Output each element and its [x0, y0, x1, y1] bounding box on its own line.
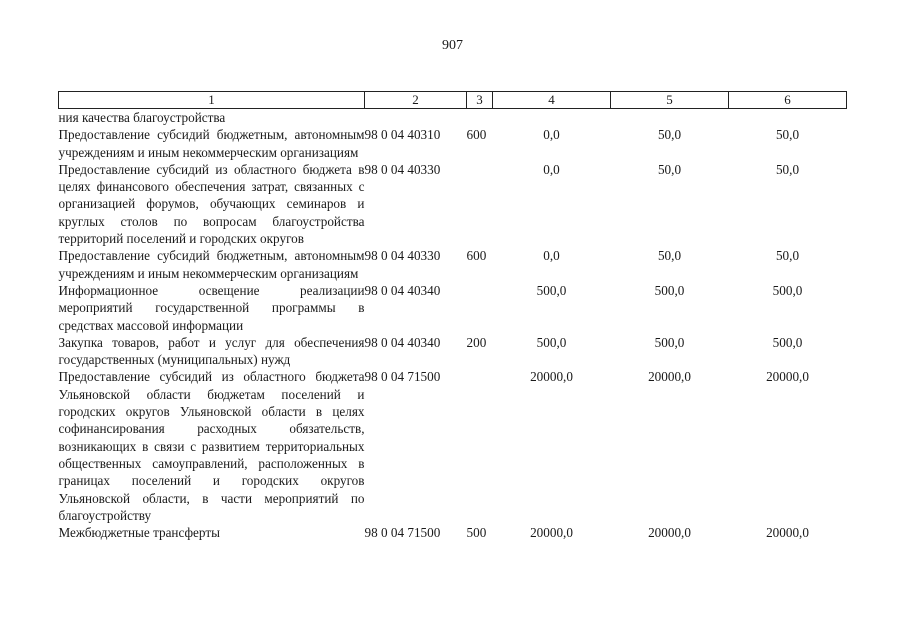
- row-value-2021-cell: 20000,0: [766, 525, 809, 541]
- row-value-2021-cell: 500,0: [772, 282, 803, 298]
- table-row: [59, 161, 847, 247]
- row-value-2019-cell: 20000,0: [530, 369, 573, 385]
- row-code-cell: 98 0 04 40330: [364, 248, 441, 264]
- row-value-2021-cell: 500,0: [772, 334, 803, 350]
- row-name-cell: Информационное освещение реализации мероприятий государственной программы в средствах массовой информации: [58, 282, 365, 333]
- table-row: [59, 126, 847, 161]
- table-row: [59, 282, 847, 334]
- row-type-cell: [467, 109, 493, 127]
- row-value-2019-cell: 0,0: [543, 161, 560, 177]
- row-type-cell: 600: [466, 248, 487, 264]
- table-row: [59, 368, 847, 524]
- row-value-2019-cell: 500,0: [536, 334, 567, 350]
- row-code-cell: [365, 109, 467, 127]
- row-type-cell: 200: [466, 334, 487, 350]
- column-header: 5: [611, 92, 729, 109]
- column-header: 1: [59, 92, 365, 109]
- row-type-cell: [467, 282, 493, 334]
- row-value-2020-cell: 50,0: [657, 248, 682, 264]
- column-header: 6: [729, 92, 847, 109]
- row-value-2021-cell: 50,0: [775, 127, 800, 143]
- row-code-cell: 98 0 04 40340: [364, 282, 441, 298]
- row-name-cell: Предоставление субсидий бюджетным, автономным учреждениям и иным некоммерческим организациям: [58, 248, 365, 281]
- row-value-2019-cell: 0,0: [543, 127, 560, 143]
- budget-table: [58, 91, 847, 541]
- row-code-cell: 98 0 04 71500: [364, 525, 441, 541]
- row-name-cell: Закупка товаров, работ и услуг для обеспечения государственных (муниципальных) нужд: [58, 334, 365, 368]
- row-name-cell: Предоставление субсидий из областного бюджета в целях финансового обеспечения затрат, связанных с организацией форумов, обучающих семинаров и круглых столов по вопросам благоустройства территорий поселений и городских округов: [58, 161, 365, 247]
- row-type-cell: 500: [466, 525, 487, 541]
- row-type-cell: [467, 368, 493, 524]
- row-value-2020-cell: 50,0: [657, 127, 682, 143]
- row-value-2019-cell: 0,0: [543, 248, 560, 264]
- table-body: [59, 109, 847, 542]
- page-number: 907: [442, 38, 463, 53]
- row-value-2019-cell: [493, 109, 611, 127]
- row-name-cell: ния качества благоустройства: [58, 110, 226, 125]
- row-value-2020-cell: 20000,0: [648, 525, 691, 541]
- row-name-cell: Предоставление субсидий бюджетным, автономным учреждениям и иным некоммерческим организациям: [58, 127, 365, 160]
- row-code-cell: 98 0 04 71500: [364, 369, 441, 385]
- row-value-2019-cell: 20000,0: [530, 525, 573, 541]
- row-value-2020-cell: 500,0: [654, 282, 685, 298]
- column-header: 3: [467, 92, 493, 109]
- row-type-cell: 600: [466, 127, 487, 143]
- table-row: [59, 109, 847, 127]
- row-code-cell: 98 0 04 40340: [364, 334, 441, 350]
- table-row: [59, 524, 847, 541]
- row-value-2021-cell: 50,0: [775, 161, 800, 177]
- row-value-2020-cell: 500,0: [654, 334, 685, 350]
- table-header-row: [59, 92, 847, 109]
- row-code-cell: 98 0 04 40310: [364, 127, 441, 143]
- row-name-cell: Предоставление субсидий из областного бюджета Ульяновской области бюджетам поселений и городских округов Ульяновской области в целях софинансирования расходных обязательств, возникающих в связи с развитием территориальных общественных самоуправлений, расположенных в границах поселений и городских округов Ульяновской области, в части мероприятий по благоустройству: [58, 369, 365, 523]
- row-value-2020-cell: 50,0: [657, 161, 682, 177]
- row-type-cell: [467, 161, 493, 247]
- row-value-2019-cell: 500,0: [536, 282, 567, 298]
- row-code-cell: 98 0 04 40330: [364, 161, 441, 177]
- column-header: 4: [493, 92, 611, 109]
- row-value-2021-cell: 20000,0: [766, 369, 809, 385]
- row-value-2020-cell: 20000,0: [648, 369, 691, 385]
- row-value-2021-cell: 50,0: [775, 248, 800, 264]
- table-row: [59, 334, 847, 369]
- table-row: [59, 247, 847, 282]
- column-header: 2: [365, 92, 467, 109]
- row-value-2020-cell: [611, 109, 729, 127]
- row-name-cell: Межбюджетные трансферты: [58, 525, 220, 541]
- row-value-2021-cell: [729, 109, 847, 127]
